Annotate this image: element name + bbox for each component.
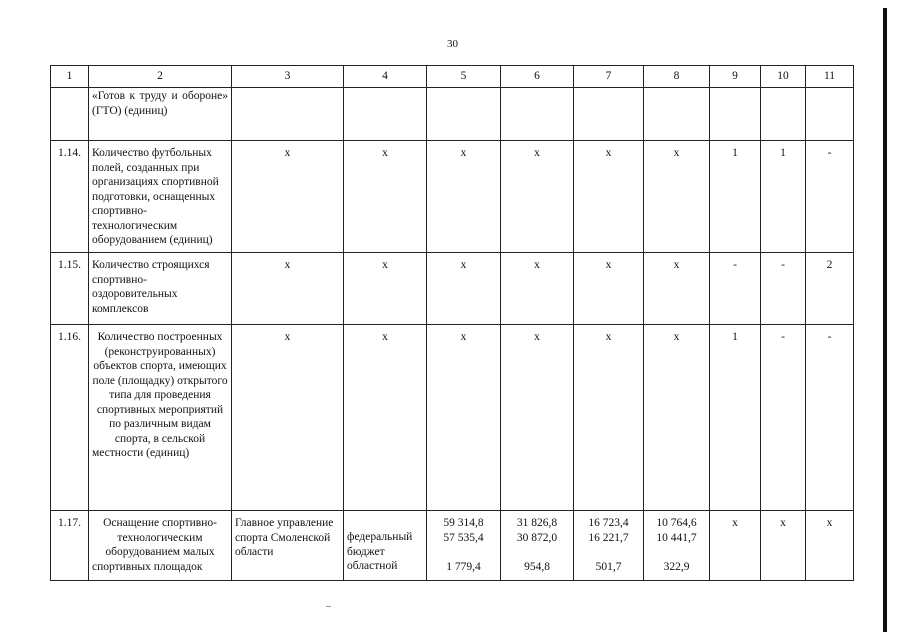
value-cell: 1 — [710, 325, 761, 511]
value-cell: x — [574, 141, 644, 253]
indicator-name-cell: «Готов к труду и обороне» (ГТО) (единиц) — [89, 88, 232, 141]
table-row — [51, 141, 854, 253]
table-row-continuation — [51, 88, 854, 141]
value-cell: - — [761, 325, 806, 511]
header-cell: 8 — [644, 66, 710, 88]
row-number-cell: 1.14. — [51, 141, 89, 253]
header-cell: 10 — [761, 66, 806, 88]
value-cell: x — [644, 325, 710, 511]
value-cell: x — [710, 511, 761, 581]
value-cell: x — [427, 325, 501, 511]
value-cell: 1 — [710, 141, 761, 253]
regional-value: 501,7 — [595, 560, 622, 573]
program-indicators-table — [50, 65, 854, 581]
value-cell: x — [232, 253, 344, 325]
page-number: 30 — [447, 38, 458, 50]
row-number-cell: 1.17. — [51, 511, 89, 581]
header-cell: 1 — [51, 66, 89, 88]
value-cell — [644, 511, 710, 581]
regional-value: 322,9 — [663, 560, 690, 573]
value-cell: x — [806, 511, 854, 581]
table-row-1-17 — [51, 511, 854, 581]
value-cell: x — [501, 141, 574, 253]
value-cell: 1 — [761, 141, 806, 253]
value-cell: x — [574, 325, 644, 511]
federal-value: 57 535,4 — [443, 531, 484, 544]
regional-value: 1 779,4 — [446, 560, 481, 573]
table-row — [51, 253, 854, 325]
value-cell: 2 — [806, 253, 854, 325]
value-cell: x — [501, 253, 574, 325]
header-cell: 3 — [232, 66, 344, 88]
value-cell: x — [644, 141, 710, 253]
header-cell: 2 — [89, 66, 232, 88]
total-value: 31 826,8 — [516, 517, 558, 529]
header-cell: 5 — [427, 66, 501, 88]
indicator-name-cell: Количество строящихся спортивно-оздоровительных комплексов — [89, 253, 232, 325]
value-cell: x — [232, 141, 344, 253]
value-cell: - — [806, 141, 854, 253]
federal-value: 30 872,0 — [516, 531, 558, 544]
value-cell: x — [574, 253, 644, 325]
indicator-name-cell: Оснащение спортивно-технологическим оборудованием малых спортивных площадок — [89, 511, 232, 581]
scan-artifact — [326, 606, 331, 607]
value-cell: x — [761, 511, 806, 581]
value-cell: x — [427, 141, 501, 253]
value-cell: x — [344, 141, 427, 253]
executor-cell: Главное управление спорта Смоленской области — [232, 511, 344, 581]
row-number-cell: 1.15. — [51, 253, 89, 325]
header-cell: 6 — [501, 66, 574, 88]
value-cell — [501, 511, 574, 581]
total-value: 59 314,8 — [443, 517, 484, 529]
indicator-name-cell: Количество футбольных полей, созданных при организациях спортивной подготовки, оснащенных спортивно-технологическим оборудованием (единиц) — [89, 141, 232, 253]
header-cell: 4 — [344, 66, 427, 88]
value-cell: x — [427, 253, 501, 325]
header-cell: 7 — [574, 66, 644, 88]
federal-value: 16 221,7 — [588, 531, 629, 544]
total-value: 10 764,6 — [656, 517, 697, 529]
column-number-row — [51, 66, 854, 88]
value-cell: x — [344, 253, 427, 325]
value-cell: - — [710, 253, 761, 325]
funding-source-cell — [344, 511, 427, 581]
value-cell: x — [232, 325, 344, 511]
federal-value: 10 441,7 — [656, 531, 697, 544]
scan-edge-bar — [883, 8, 887, 632]
value-cell: x — [644, 253, 710, 325]
header-cell: 9 — [710, 66, 761, 88]
total-value: 16 723,4 — [588, 517, 629, 529]
value-cell: - — [806, 325, 854, 511]
regional-value: 954,8 — [524, 560, 550, 573]
header-cell: 11 — [806, 66, 854, 88]
source-regional: областной — [347, 560, 398, 572]
source-federal: федеральный бюджет — [347, 531, 413, 558]
indicator-name-cell: Количество построенных (реконструированных) объектов спорта, имеющих поле (площадку) открытого типа для проведения спортивных мероприятий по различным видам спорта, в сельской местности (единиц) — [89, 325, 232, 511]
table-row — [51, 325, 854, 511]
value-cell: - — [761, 253, 806, 325]
value-cell: x — [344, 325, 427, 511]
value-cell — [574, 511, 644, 581]
value-cell — [427, 511, 501, 581]
row-number-cell: 1.16. — [51, 325, 89, 511]
row-number-cell — [51, 88, 89, 141]
value-cell: x — [501, 325, 574, 511]
